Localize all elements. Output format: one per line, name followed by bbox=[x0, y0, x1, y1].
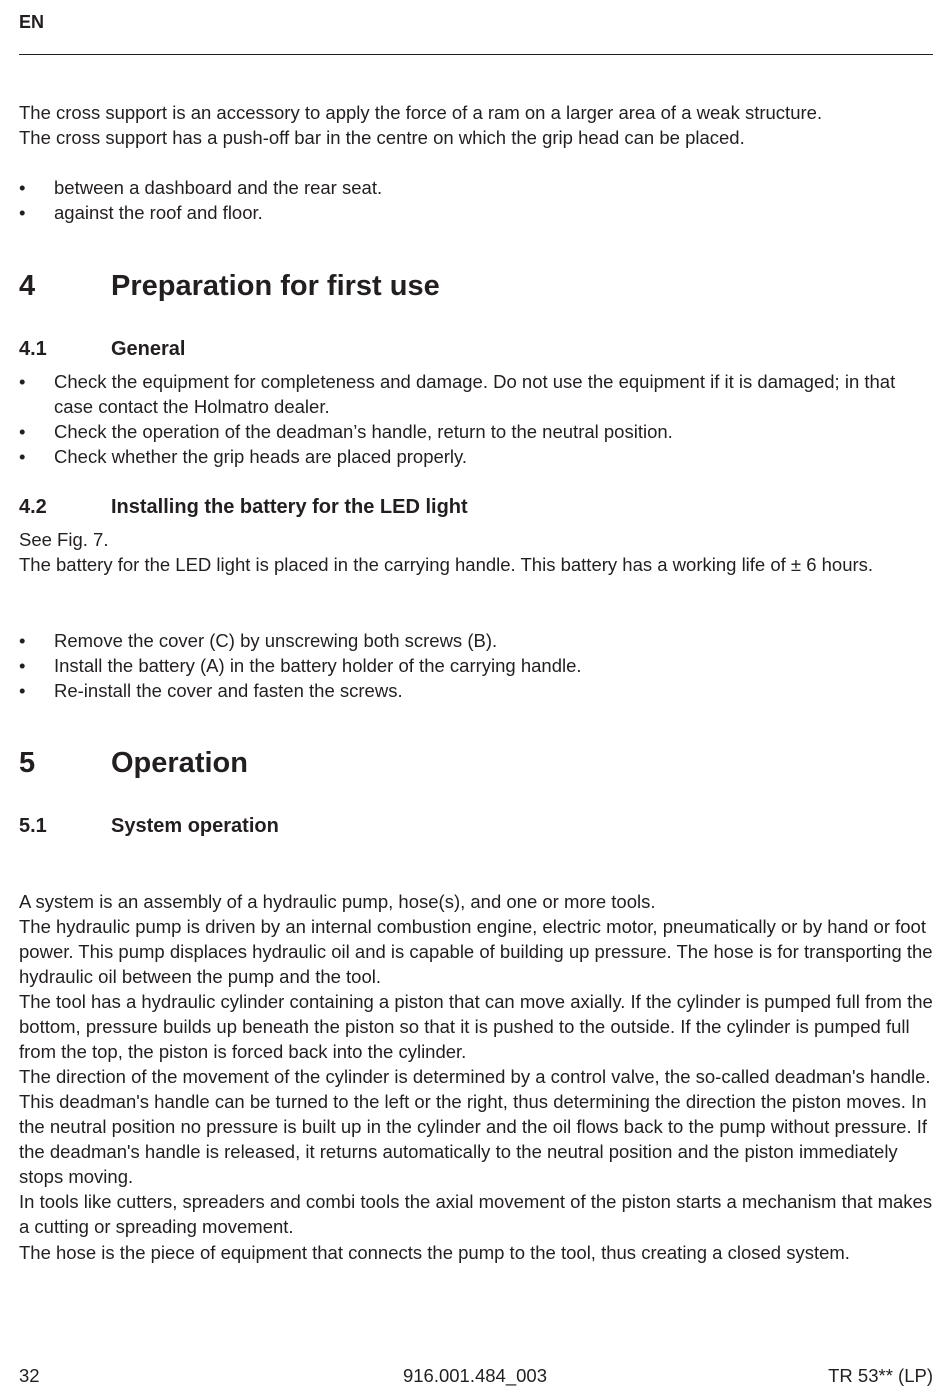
bullet-marker: • bbox=[19, 421, 26, 442]
list-item-text: Remove the cover (C) by unscrewing both screws (B). bbox=[54, 630, 498, 651]
subsection-title: System operation bbox=[111, 815, 279, 837]
model-number: TR 53** (LP) bbox=[828, 1365, 933, 1386]
operation-paragraph: In tools like cutters, spreaders and combi tools the axial movement of the piston starts a mechanism that makes a cutting or spreading movement. bbox=[19, 1191, 933, 1237]
bullet-marker: • bbox=[19, 177, 26, 198]
bullet-marker: • bbox=[19, 630, 26, 651]
list-item bbox=[19, 175, 934, 200]
section-number: 4 bbox=[19, 270, 36, 302]
operation-paragraph: The tool has a hydraulic cylinder containing a piston that can move axially. If the cylinder is pumped full from the bottom, pressure builds up beneath the piston so that it is pushed to the outside. If the cylinder is pumped full from the top, the piston is forced back into the cylinder. bbox=[19, 991, 933, 1062]
list-item-text: against the roof and floor. bbox=[54, 202, 263, 223]
list-item-text: Re-install the cover and fasten the screws. bbox=[54, 680, 403, 701]
document-number: 916.001.484_003 bbox=[402, 1365, 548, 1386]
list-item-text: between a dashboard and the rear seat. bbox=[54, 177, 383, 198]
bullet-marker: • bbox=[19, 202, 26, 223]
operation-paragraph: The direction of the movement of the cylinder is determined by a control valve, the so-called deadman's handle. This deadman's handle can be turned to the left or the right, thus determining the direction the piston moves. In the neutral position no pressure is built up in the cylinder and the oil flows back to the pump without pressure. If the deadman's handle is released, it returns automatically to the neutral position and the piston immediately stops moving. bbox=[19, 1066, 931, 1187]
subsection-number: 5.1 bbox=[19, 815, 47, 837]
operation-paragraph: The hose is the piece of equipment that connects the pump to the tool, thus creating a closed system. bbox=[19, 1242, 850, 1263]
intro-paragraph-2: The cross support has a push-off bar in the centre on which the grip head can be placed. bbox=[19, 127, 745, 148]
header-rule bbox=[19, 54, 933, 55]
subsection-title: General bbox=[111, 338, 186, 360]
battery-paragraph: The battery for the LED light is placed in the carrying handle. This battery has a working life of ± 6 hours. bbox=[19, 554, 874, 575]
intro-paragraph-1: The cross support is an accessory to apply the force of a ram on a larger area of a weak structure. bbox=[19, 102, 823, 123]
subsection-title: Installing the battery for the LED light bbox=[111, 496, 468, 518]
bullet-marker: • bbox=[19, 655, 26, 676]
section-number: 5 bbox=[19, 747, 36, 779]
subsection-number: 4.1 bbox=[19, 338, 47, 360]
list-item-text: Check whether the grip heads are placed properly. bbox=[54, 446, 468, 467]
bullet-marker: • bbox=[19, 680, 26, 701]
list-item bbox=[19, 369, 934, 419]
page-number: 32 bbox=[19, 1365, 40, 1386]
bullet-marker: • bbox=[19, 446, 26, 467]
bullet-marker: • bbox=[19, 371, 26, 392]
figure-reference: See Fig. 7. bbox=[19, 529, 109, 550]
list-item-text: Install the battery (A) in the battery holder of the carrying handle. bbox=[54, 655, 582, 676]
operation-paragraph: A system is an assembly of a hydraulic pump, hose(s), and one or more tools. bbox=[19, 891, 656, 912]
list-item bbox=[19, 444, 934, 469]
section-title: Operation bbox=[111, 747, 248, 779]
list-item-text: Check the operation of the deadman’s handle, return to the neutral position. bbox=[54, 421, 673, 442]
list-item bbox=[19, 628, 934, 653]
subsection-number: 4.2 bbox=[19, 496, 47, 518]
list-item bbox=[19, 653, 934, 678]
list-item bbox=[19, 200, 934, 225]
list-item-text: Check the equipment for completeness and damage. Do not use the equipment if it is damaged; in that case contact the Holmatro dealer. bbox=[54, 371, 896, 417]
language-code: EN bbox=[19, 12, 45, 32]
list-item bbox=[19, 678, 934, 703]
list-item bbox=[19, 419, 934, 444]
operation-paragraph: The hydraulic pump is driven by an internal combustion engine, electric motor, pneumatically or by hand or foot power. This pump displaces hydraulic oil and is capable of building up pressure. The hose is for transporting the hydraulic oil between the pump and the tool. bbox=[19, 916, 933, 987]
section-title: Preparation for first use bbox=[111, 270, 440, 302]
